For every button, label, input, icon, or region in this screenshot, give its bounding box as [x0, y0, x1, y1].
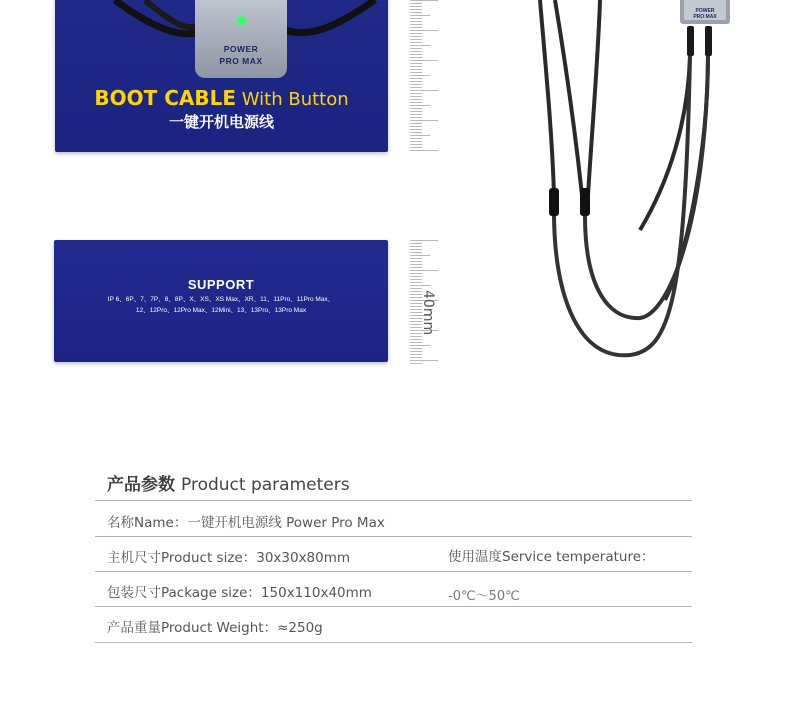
divider: [95, 642, 692, 643]
ruler-tick: [410, 96, 422, 97]
ruler-tick: [410, 36, 422, 37]
ruler-top: [410, 0, 440, 152]
support-models-line1: IP 6、6P、7、7P、8、8P、X、XS、XS Max、XR、11、11Pro、11Pro Max、: [107, 296, 335, 303]
ruler-tick: [410, 348, 422, 349]
param-service-temp-value: -0℃～50℃: [448, 589, 520, 604]
ruler-tick: [410, 75, 430, 76]
ruler-tick: [410, 273, 422, 274]
boot-cable-title-thin: With Button: [236, 89, 349, 110]
cable-device-label-power: POWER: [695, 8, 715, 14]
ruler-tick: [410, 39, 422, 40]
params-heading-cn: 产品参数: [107, 475, 175, 495]
ruler-tick: [410, 138, 422, 139]
led-indicator: [237, 16, 246, 25]
ruler-tick: [410, 249, 422, 250]
ruler-tick: [410, 99, 422, 100]
ruler-tick: [410, 18, 422, 19]
ruler-tick: [410, 57, 422, 58]
divider: [95, 606, 692, 607]
param-package-size: 包装尺寸Package size：150x110x40mm: [107, 585, 372, 601]
support-models-line2: 12、12Pro、12Pro Max、12Mini、13、13Pro、13Pro Max: [135, 307, 307, 314]
ruler-tick: [410, 0, 438, 1]
ruler-tick: [410, 102, 422, 103]
ruler-tick: [410, 354, 422, 355]
ruler-tick: [410, 60, 438, 61]
boot-cable-cn-title: 一键开机电源线: [168, 113, 274, 131]
divider: [95, 500, 692, 501]
ruler-tick: [410, 51, 422, 52]
ruler-tick: [410, 141, 422, 142]
ruler-tick: [410, 285, 430, 286]
divider: [95, 571, 692, 572]
ruler-tick: [410, 63, 422, 64]
param-weight: 产品重量Product Weight：≈250g: [107, 620, 323, 636]
support-title: SUPPORT: [187, 277, 255, 292]
ruler-tick: [410, 267, 422, 268]
ruler-tick: [410, 129, 422, 130]
ruler-tick: [410, 282, 422, 283]
ruler-tick: [410, 288, 422, 289]
ruler-tick: [410, 84, 422, 85]
param-host-size: 主机尺寸Product size：30x30x80mm: [107, 550, 351, 566]
ruler-tick: [410, 90, 438, 91]
ruler-tick: [410, 12, 422, 13]
ruler-tick: [410, 147, 422, 148]
ruler-tick: [410, 114, 422, 115]
ruler-tick: [410, 27, 422, 28]
divider: [95, 536, 692, 537]
ruler-tick: [410, 72, 422, 73]
boot-cable-title-bold: BOOT CABLE: [94, 86, 237, 110]
ruler-tick: [410, 246, 422, 247]
ruler-tick: [410, 150, 438, 151]
device-label-power: POWER: [223, 44, 259, 54]
ruler-tick: [410, 123, 422, 124]
ruler-tick: [410, 108, 422, 109]
ruler-tick: [410, 3, 422, 4]
ruler-tick: [410, 120, 438, 121]
param-name: 名称Name：一键开机电源线 Power Pro Max: [107, 515, 385, 531]
ruler-tick: [410, 126, 422, 127]
ruler-tick: [410, 336, 422, 337]
ruler-tick: [410, 135, 430, 136]
cable-product-image: [520, 0, 750, 380]
ruler-tick: [410, 105, 430, 106]
ruler-tick: [410, 21, 422, 22]
ruler-tick: [410, 33, 422, 34]
box-side-panel: [54, 240, 388, 362]
ruler-tick: [410, 276, 422, 277]
ruler-tick: [410, 81, 422, 82]
ruler-tick: [410, 45, 430, 46]
param-service-temp-label: 使用温度Service temperature：: [448, 549, 655, 565]
ruler-tick: [410, 48, 422, 49]
ruler-tick: [410, 66, 422, 67]
ruler-tick: [410, 255, 430, 256]
ruler-tick: [410, 258, 422, 259]
ruler-tick: [410, 339, 422, 340]
boot-cable-title: [55, 86, 388, 110]
ruler-label: 40mm: [420, 290, 436, 336]
ruler-tick: [410, 363, 422, 364]
ruler-tick: [410, 6, 422, 7]
ruler-tick: [410, 9, 422, 10]
ruler-tick: [410, 93, 422, 94]
ruler-tick: [410, 279, 422, 280]
ruler-tick: [410, 240, 438, 241]
ruler-tick: [410, 132, 422, 133]
ruler-tick: [410, 30, 438, 31]
ruler-tick: [410, 270, 438, 271]
device-illustration: [195, 0, 287, 78]
ruler-tick: [410, 111, 422, 112]
params-heading: [107, 470, 350, 495]
ruler-tick: [410, 342, 422, 343]
ruler-tick: [410, 87, 422, 88]
ruler-tick: [410, 345, 430, 346]
ruler-tick: [410, 261, 422, 262]
ruler-tick: [410, 69, 422, 70]
ruler-tick: [410, 144, 422, 145]
ruler-tick: [410, 360, 438, 361]
ruler-tick: [410, 78, 422, 79]
ruler-tick: [410, 351, 422, 352]
ruler-tick: [410, 243, 422, 244]
cable-device-label-promax: PRO MAX: [693, 14, 717, 20]
ruler-tick: [410, 264, 422, 265]
ruler-tick: [410, 357, 422, 358]
ruler-tick: [410, 252, 422, 253]
ruler-tick: [410, 54, 422, 55]
ruler-tick: [410, 15, 430, 16]
ruler-tick: [410, 24, 422, 25]
box-front-panel: [55, 0, 388, 152]
ruler-tick: [410, 42, 422, 43]
ruler-tick: [410, 117, 422, 118]
device-label-promax: PRO MAX: [219, 56, 263, 66]
params-heading-en: Product parameters: [181, 475, 350, 495]
